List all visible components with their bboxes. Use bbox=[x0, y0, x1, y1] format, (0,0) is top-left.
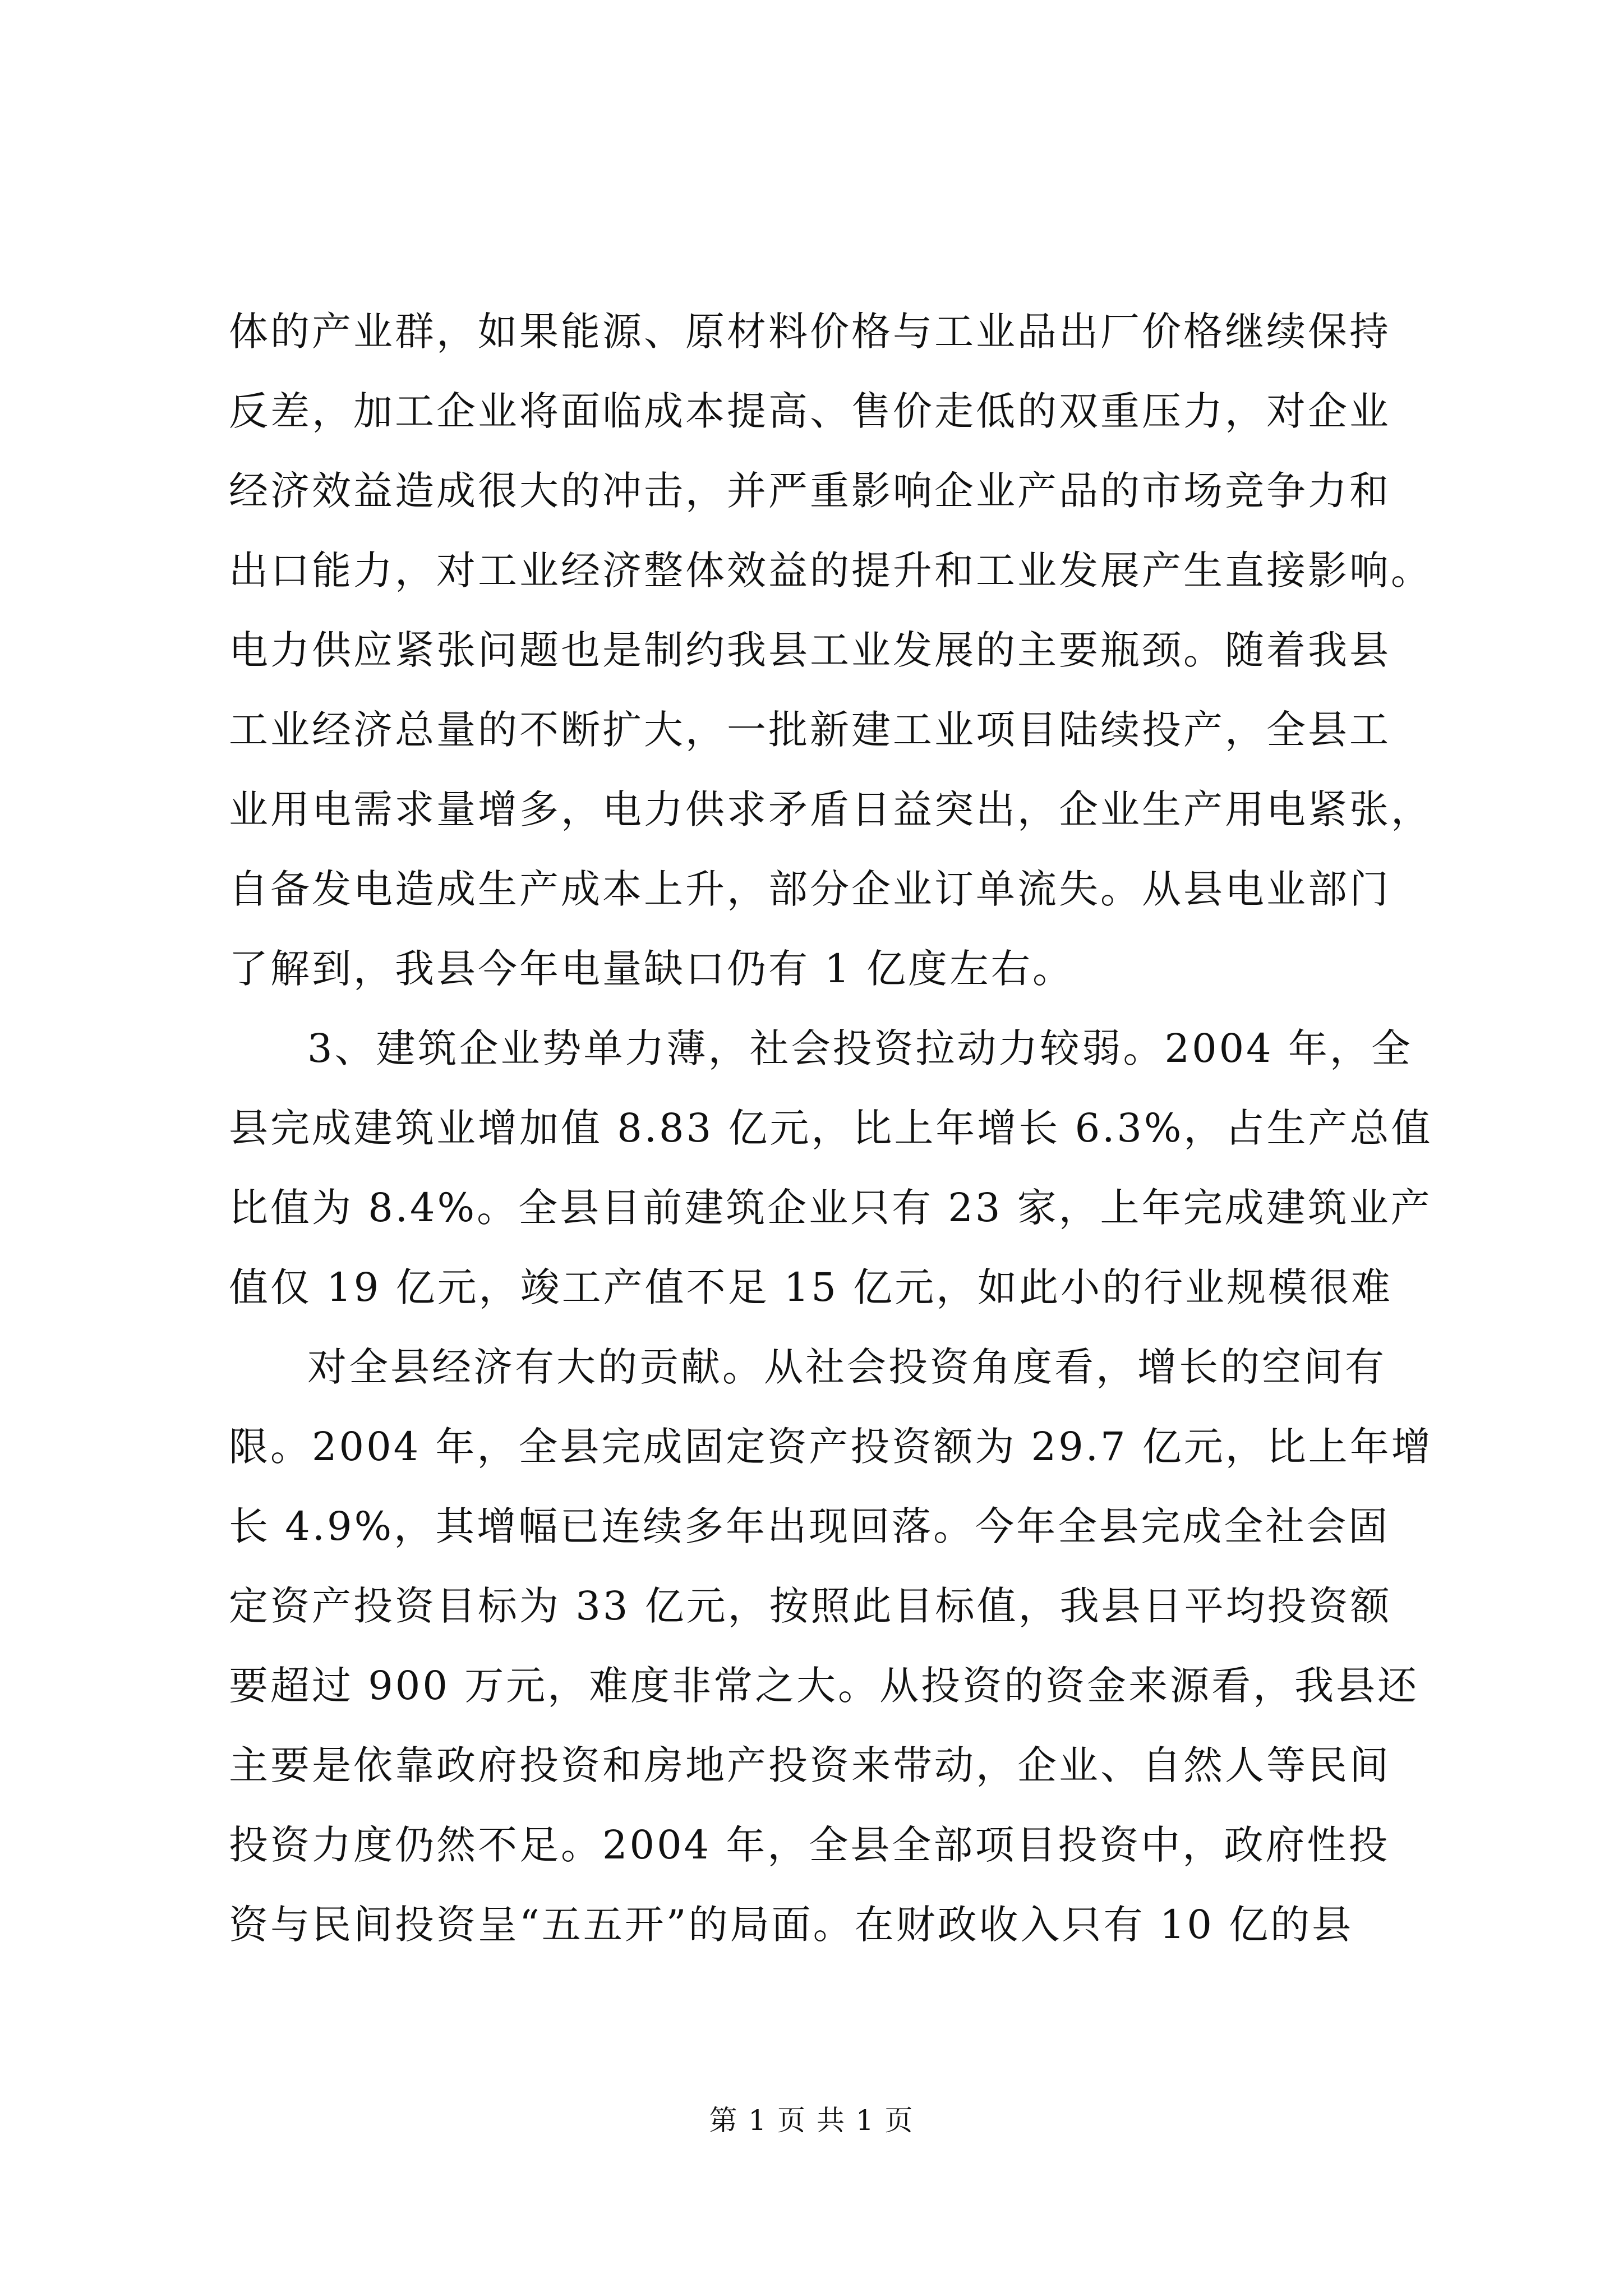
text-line: 体的产业群，如果能源、原材料价格与工业品出厂价格继续保持 bbox=[229, 309, 1391, 355]
text-line: 主要是依靠政府投资和房地产投资来带动，企业、自然人等民间 bbox=[229, 1742, 1391, 1788]
text-line: 反差，加工企业将面临成本提高、售价走低的双重压力，对企业 bbox=[229, 388, 1391, 434]
text-line: 工业经济总量的不断扩大，一批新建工业项目陆续投产，全县工 bbox=[229, 707, 1391, 753]
text-line: 经济效益造成很大的冲击，并严重影响企业产品的市场竞争力和 bbox=[229, 468, 1391, 514]
text-line: 比值为 8.4%。全县目前建筑企业只有 23 家，上年完成建筑业产 bbox=[229, 1185, 1432, 1231]
text-line: 了解到，我县今年电量缺口仍有 1 亿度左右。 bbox=[229, 946, 1075, 992]
page-footer: 第 1 页 共 1 页 bbox=[709, 2104, 914, 2137]
text-line: 限。2004 年，全县完成固定资产投资额为 29.7 亿元，比上年增 bbox=[229, 1424, 1433, 1470]
text-line: 电力供应紧张问题也是制约我县工业发展的主要瓶颈。随着我县 bbox=[229, 627, 1391, 673]
section-heading-line: 3、建筑企业势单力薄，社会投资拉动力较弱。2004 年，全 bbox=[307, 1025, 1413, 1071]
paragraph-start-line: 对全县经济有大的贡献。从社会投资角度看，增长的空间有 bbox=[307, 1344, 1386, 1390]
text-line: 业用电需求量增多，电力供求矛盾日益突出，企业生产用电紧张， bbox=[229, 786, 1432, 832]
text-line: 出口能力，对工业经济整体效益的提升和工业发展产生直接影响。 bbox=[229, 547, 1432, 593]
text-line: 投资力度仍然不足。2004 年，全县全部项目投资中，政府性投 bbox=[229, 1822, 1390, 1868]
text-line: 值仅 19 亿元，竣工产值不足 15 亿元，如此小的行业规模很难 bbox=[229, 1264, 1393, 1310]
text-line: 要超过 900 万元，难度非常之大。从投资的资金来源看，我县还 bbox=[229, 1663, 1419, 1709]
text-line: 资与民间投资呈“五五开”的局面。在财政收入只有 10 亿的县 bbox=[229, 1902, 1354, 1948]
document-body bbox=[229, 292, 1433, 1964]
text-line: 县完成建筑业增加值 8.83 亿元，比上年增长 6.3%，占生产总值 bbox=[229, 1105, 1433, 1151]
text-line: 定资产投资目标为 33 亿元，按照此目标值，我县日平均投资额 bbox=[229, 1583, 1392, 1629]
text-line: 长 4.9%，其增幅已连续多年出现回落。今年全县完成全社会固 bbox=[229, 1503, 1390, 1549]
text-line: 自备发电造成生产成本上升，部分企业订单流失。从县电业部门 bbox=[229, 866, 1391, 912]
